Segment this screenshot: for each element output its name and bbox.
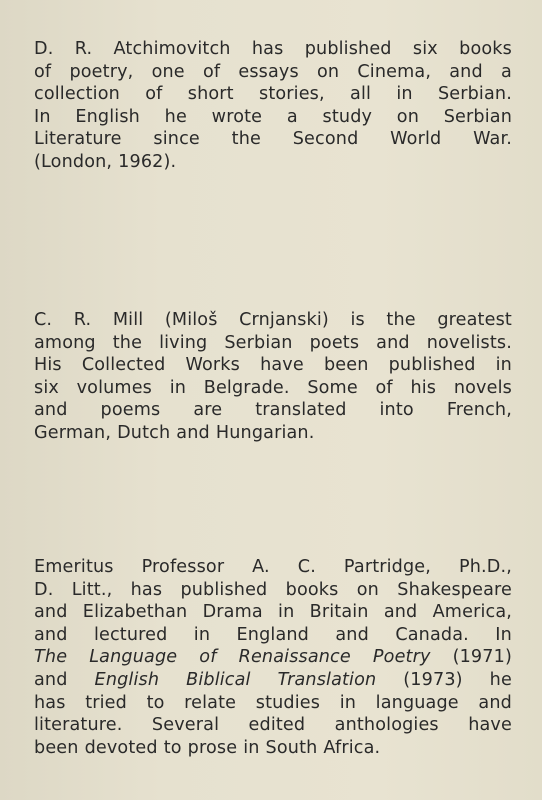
word: A. [252,557,270,577]
text-line [34,83,512,106]
word: 1962). [118,151,177,172]
word: volumes [76,377,153,398]
book-title-word: The [34,647,68,668]
word: on [316,61,340,82]
word: lectured [93,624,168,645]
text-line [34,399,512,422]
word: been [34,737,79,758]
word: R. [73,310,92,330]
word: six [34,377,59,398]
word: a [500,61,512,82]
word: and [449,61,483,82]
word: Serbian. [437,84,512,105]
word: Litt., [71,579,113,600]
word: and [383,602,418,623]
word: Britain [309,602,369,623]
text-line [34,354,512,377]
word: prose [187,737,238,758]
word: a [286,106,298,127]
word: in [169,377,187,398]
word: in [495,355,512,376]
word: and [34,400,68,421]
word: and [376,332,410,353]
word: and [34,669,68,690]
word: Serbian [224,332,293,353]
word: language [375,692,459,713]
word: Ph.D., [459,557,512,577]
word: English [75,106,140,127]
word: short [187,84,234,105]
word: in [193,624,211,645]
word: in [396,84,413,105]
word: literature. [34,715,123,736]
word: novelists. [426,332,512,353]
author-bio-atchimovitch [34,38,512,174]
word: has [251,39,284,59]
word: have [468,715,512,736]
word: of [34,61,52,82]
word: Collected [81,355,166,376]
word: and [34,602,68,623]
word: America, [432,602,512,623]
word: in [278,602,295,623]
word: Shakespeare [397,579,512,600]
word: has [34,692,66,713]
word: Second [292,129,359,150]
word: relate [184,692,237,713]
word: Dutch [117,422,171,443]
text-line [34,106,512,129]
word: on [356,579,379,600]
book-title-word: Translation [277,669,377,690]
word: and [176,422,210,443]
word: In [34,106,51,127]
book-title-word: Language [89,647,178,668]
word: R. [74,39,93,59]
word: published [304,39,392,59]
text-line [34,692,512,715]
word: of [202,61,221,82]
word: Professor [141,557,225,577]
word: to [163,737,182,758]
book-title-word: Poetry [372,647,431,668]
book-title-word: Renaissance [238,647,351,668]
word: of [145,84,163,105]
word: anthologies [334,715,439,736]
word: (Miloš [164,310,218,330]
word: In [495,624,512,645]
word: translated [255,400,347,421]
text-line [34,61,512,84]
word: novels [453,377,512,398]
word: (London, [34,151,113,172]
book-title-word: of [199,647,217,668]
word: are [193,400,223,421]
word: England [236,624,309,645]
word: Crnjanski) [239,310,329,330]
word: since [153,129,200,150]
word: been [323,355,369,376]
word: Canada. [395,624,469,645]
word: the [231,129,261,150]
word: World [390,129,442,150]
word: Literature [34,129,122,150]
word: and [478,692,512,713]
word: and [335,624,369,645]
word: books [459,39,512,59]
word: Drama [202,602,263,623]
word: has [130,579,163,600]
word: is [350,310,365,330]
word: tried [85,692,127,713]
word: greatest [437,310,512,330]
word: poetry, [69,61,134,82]
word: one [151,61,185,82]
word: all [350,84,372,105]
text-line [34,646,512,669]
word: Some [307,377,358,398]
word: South [265,737,318,758]
text-line [34,624,512,647]
word: French, [446,400,512,421]
word: stories, [259,84,325,105]
word: D. [34,39,54,59]
word: to [146,692,165,713]
word: Works [185,355,240,376]
word: D. [34,579,54,600]
author-bio-mill [34,309,512,445]
text-line [34,601,512,624]
word: the [386,310,416,330]
word: have [260,355,304,376]
author-bio-partridge [34,556,512,759]
word: study [322,106,373,127]
word: wrote [211,106,263,127]
word: C. [297,557,316,577]
word: (1973) [403,669,463,690]
word: published [388,355,476,376]
word: Belgrade. [203,377,290,398]
word: His [34,355,62,376]
word: devoted [84,737,158,758]
word: he [164,106,187,127]
word: C. [34,310,53,330]
word: Elizabethan [82,602,188,623]
text-line [34,38,512,61]
word: German, [34,422,112,443]
word: Cinema, [357,61,432,82]
word: in [243,737,260,758]
word: living [159,332,208,353]
word: Africa. [323,737,381,758]
word: his [410,377,437,398]
word: books [285,579,339,600]
word: Partridge, [343,557,432,577]
word: he [489,669,512,690]
word: edited [248,715,306,736]
text-line [34,579,512,602]
word: essays [238,61,299,82]
word: poems [100,400,161,421]
word: six [412,39,438,59]
word: Emeritus [34,557,114,577]
text-line [34,332,512,355]
book-title-word: Biblical [186,669,251,690]
text-line [34,556,512,579]
word: and [34,624,68,645]
word: Atchimovitch [113,39,231,59]
word: collection [34,84,120,105]
word: studies [255,692,321,713]
word: among [34,332,96,353]
word: Several [151,715,220,736]
word: poets [309,332,360,353]
book-title-word: English [94,669,160,690]
text-line [34,714,512,737]
text-line [34,737,512,760]
text-line [34,669,512,692]
word: (1971) [452,647,512,668]
word: in [339,692,357,713]
word: on [396,106,420,127]
word: the [112,332,143,353]
word: published [180,579,268,600]
word: of [375,377,393,398]
text-line [34,422,512,445]
word: into [379,400,414,421]
word: Hungarian. [215,422,315,443]
word: Serbian [443,106,512,127]
text-line [34,309,512,332]
text-line [34,377,512,400]
word: Mill [112,310,144,330]
word: War. [473,129,512,150]
text-line [34,151,512,174]
text-line [34,128,512,151]
